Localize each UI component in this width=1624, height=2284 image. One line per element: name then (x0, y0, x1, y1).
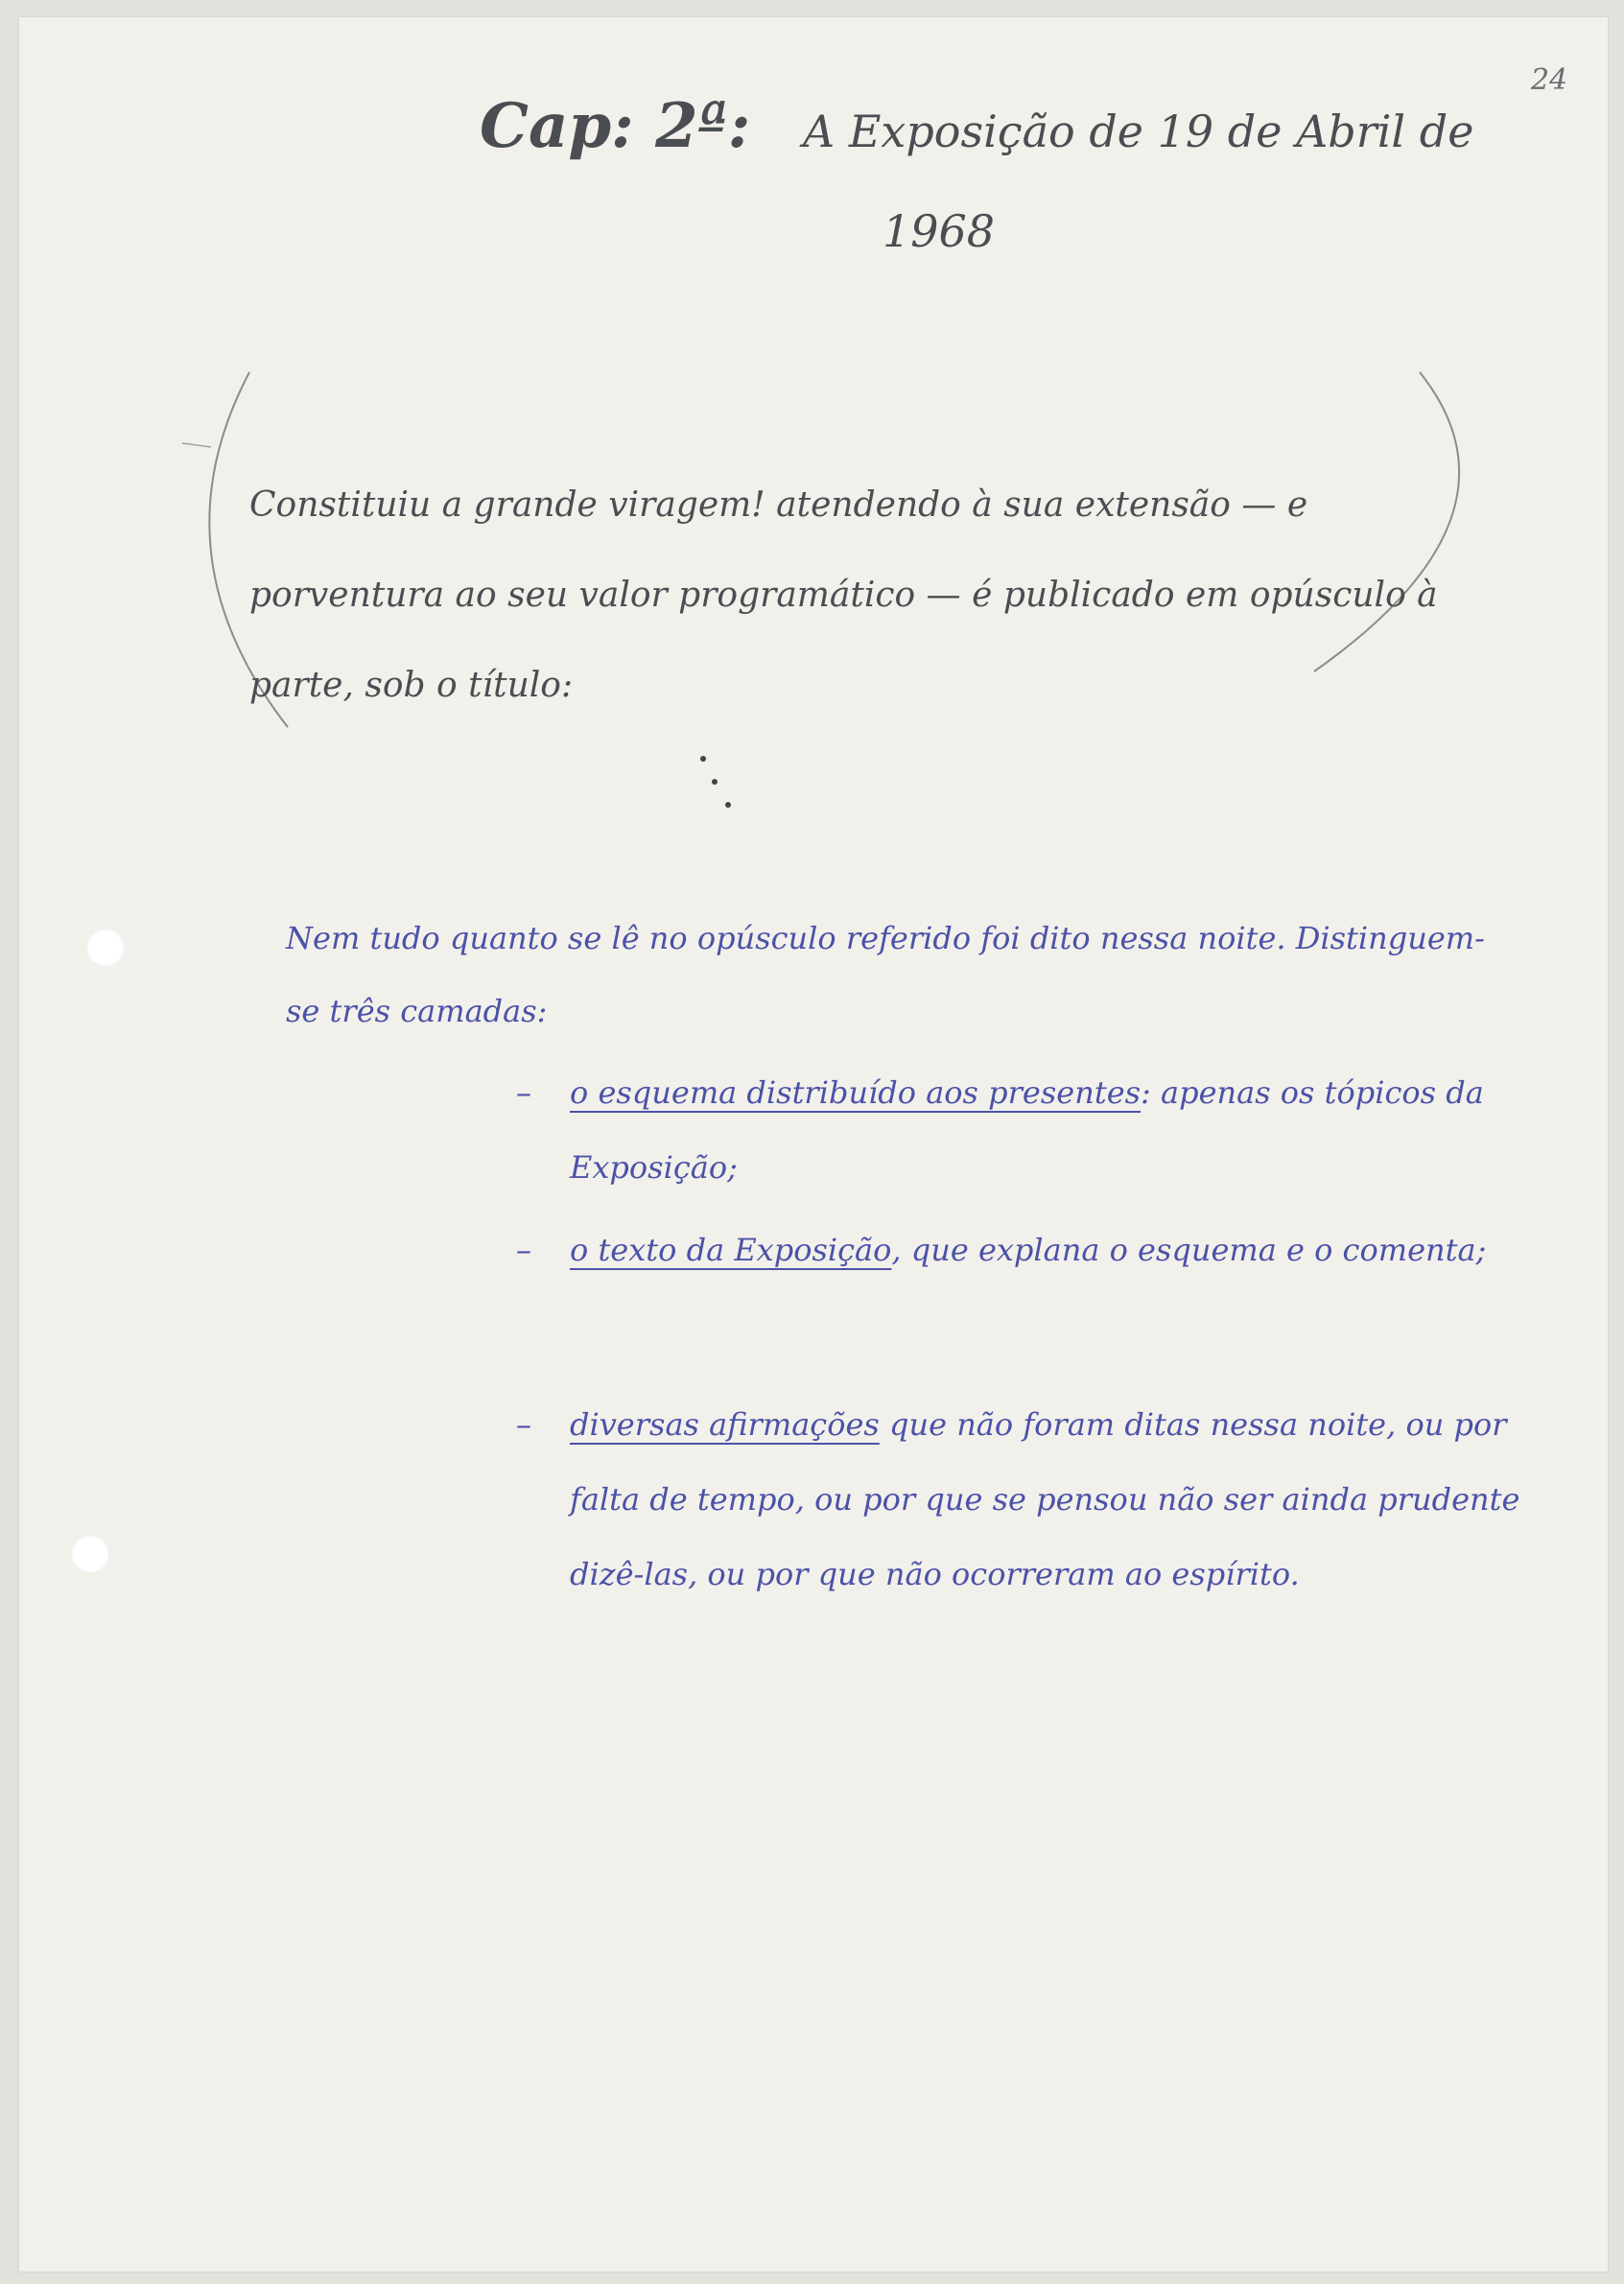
list-item-esquema (516, 1055, 1533, 1205)
manuscript-page (19, 17, 1608, 2272)
item-text: : apenas os tópicos da Exposição; (570, 1074, 1484, 1186)
page-number: 24 (1531, 63, 1568, 97)
underlined-term: o texto da Exposição (570, 1232, 892, 1268)
underlined-term: o esquema distribuído aos presentes (570, 1074, 1142, 1111)
list-dash: – (516, 1406, 531, 1443)
underlined-term: diversas afirmações (570, 1406, 880, 1443)
list-item-afirmacoes (516, 1387, 1533, 1612)
list-dash: – (516, 1074, 531, 1111)
chapter-label: Cap: 2ª: (480, 90, 751, 162)
item-text: , que explana o esquema e o comenta; (891, 1232, 1487, 1268)
intro-paragraph: Nem tudo quanto se lê no opúsculo referido foi dito nessa noite. Distinguem-se três camadas: (286, 920, 1485, 1029)
list-dash: – (516, 1232, 531, 1268)
title-text-line1: A Exposição de 19 de Abril de (803, 106, 1474, 157)
bracketed-note: Constituiu a grande viragem! atendendo à sua extensão — e porventura ao seu valor programático — é publicado em opúsculo à parte, sob o título: (249, 485, 1438, 705)
item-text: que não foram ditas nessa noite, ou por falta de tempo, ou por que se pensou não ser ainda prudente dizê-las, ou por que não ocorreram ao espírito. (570, 1406, 1520, 1592)
title-text-line2: 1968 (883, 205, 996, 257)
list-item-texto (516, 1213, 1533, 1287)
